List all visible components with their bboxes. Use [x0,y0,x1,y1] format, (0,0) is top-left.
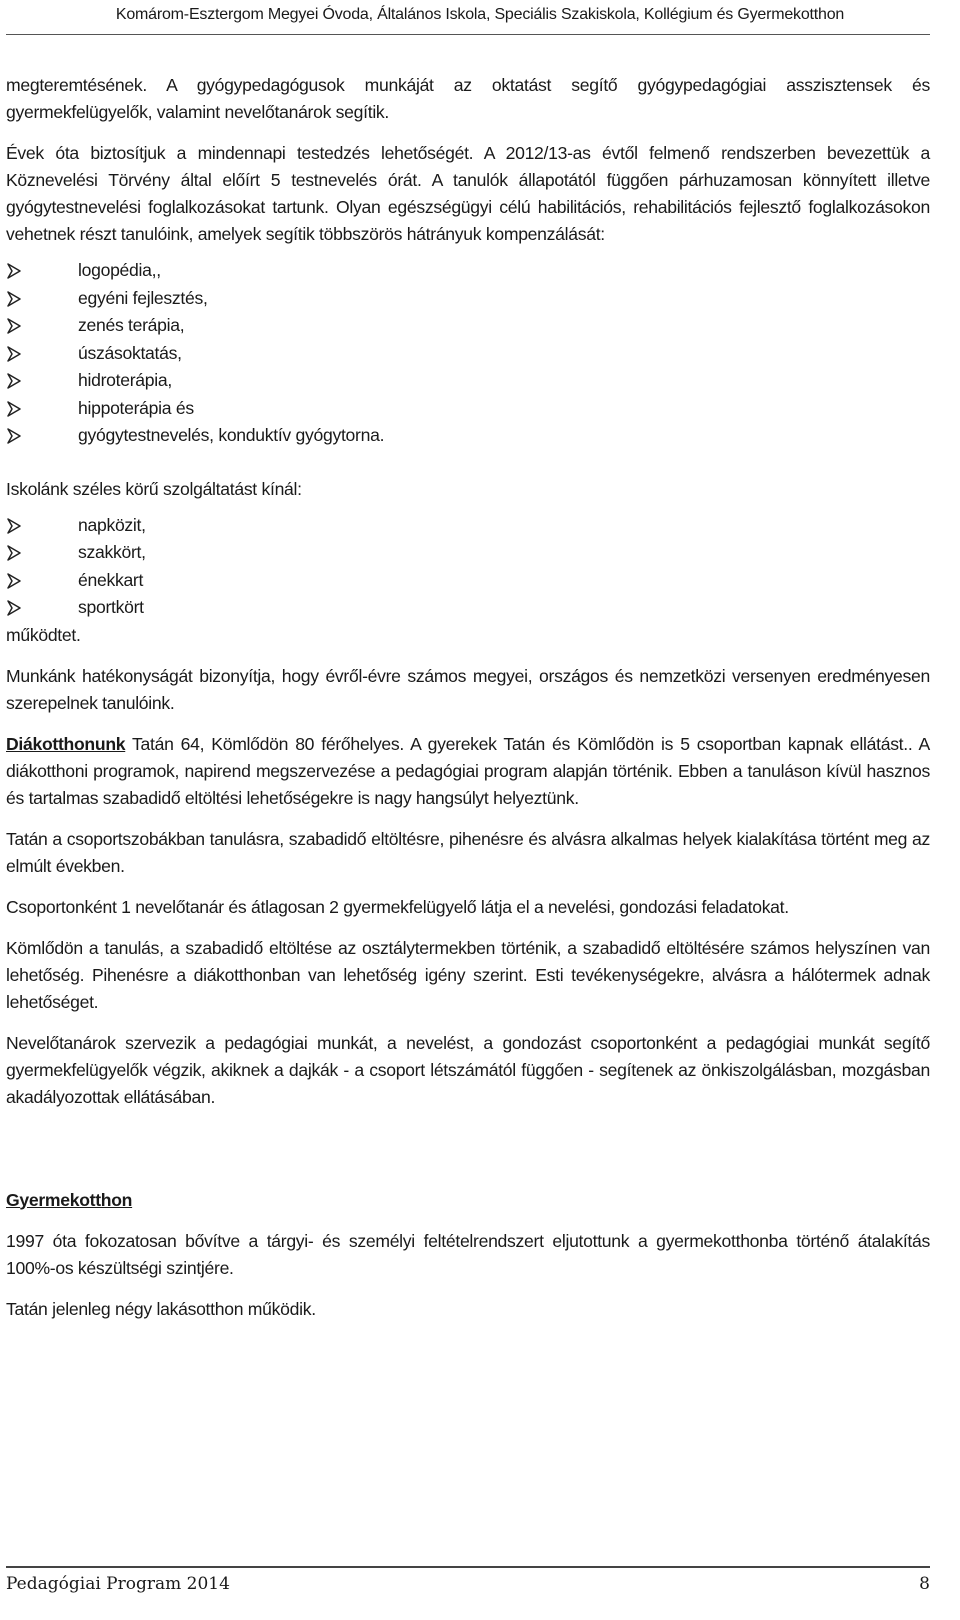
arrow-bullet-icon [6,428,22,444]
paragraph: Iskolánk széles körű szolgáltatást kínál: [6,478,302,499]
paragraph: Nevelőtanárok szervezik a pedagógiai munkát, a nevelést, a gondozást csoportonként a pedagógiai munkát segítő gyermekfelügyelők végzik, akiknek a dajkák - a csoport létszámától függően - segítenek az önkiszolgálásban, mozgásban akadályozottak ellátásában. [6,1032,930,1107]
list-item-text: szakkört, [78,542,146,562]
document-body [6,72,930,1323]
paragraph: Csoportonként 1 nevelőtanár és átlagosan 2 gyermekfelügyelő látja el a nevelési, gondozási feladatokat. [6,896,789,917]
list-item [6,594,930,622]
paragraph [6,731,930,812]
arrow-bullet-icon [6,401,22,417]
arrow-bullet-icon [6,518,22,534]
header-divider [6,34,930,35]
therapy-list [6,257,930,450]
header-title: Komárom-Esztergom Megyei Óvoda, Általános Iskola, Speciális Szakiskola, Kollégium és Gyermekotthon [115,6,845,23]
arrow-bullet-icon [6,373,22,389]
page-header [0,0,960,34]
list-item [6,367,930,395]
list-item [6,395,930,423]
paragraph: Évek óta biztosítjuk a mindennapi testedzés lehetőségét. A 2012/13-as évtől felmenő rendszerben bevezettük a Köznevelési Törvény által előírt 5 testnevelés órát. A tanulók állapotától függően párhuzamosan könnyített illetve gyógytestnevelési foglalkozásokat tartunk. Olyan egészségügyi célú habilitációs, rehabilitációs fejlesztő foglalkozásokon vehetnek részt tanulóink, amelyek segítik többszörös hátrányuk kompenzálását: [6,143,930,244]
arrow-bullet-icon [6,263,22,279]
list-item-text: hippoterápia és [78,397,194,418]
list-item-text: úszásoktatás, [78,342,182,363]
list-item-text: sportkört [78,597,144,617]
arrow-bullet-icon [6,291,22,307]
page-footer [6,1574,930,1606]
list-item-text: zenés terápia, [78,315,185,335]
list-item [6,422,930,450]
arrow-bullet-icon [6,600,22,616]
footer-title: Pedagógiai Program 2014 [6,1574,230,1594]
dormitory-term: Diákotthonunk [6,733,126,754]
list-item [6,340,930,368]
list-item-text: egyéni fejlesztés, [78,287,208,308]
footer-divider [6,1566,930,1568]
page-number: 8 [919,1574,930,1594]
paragraph: 1997 óta fokozatosan bővítve a tárgyi- és személyi feltételrendszert eljutottunk a gyermekotthonba történő átalakítás 100%-os készültségi szintjére. [6,1230,930,1278]
list-item [6,539,930,567]
arrow-bullet-icon [6,318,22,334]
list-item-text: logopédia,, [78,260,161,280]
paragraph-text: Tatán 64, Kömlődön 80 férőhelyes. A gyerekek Tatán és Kömlődön is 5 csoportban kapnak ellátást.. A diákotthoni programok, napirend megszervezése a pedagógiai program alapján történik. Ebben a tanuláson kívül hasznos és tartalmas szabadidő eltöltési lehetőségekre is nagy hangsúlyt helyeztünk. [6,733,930,808]
list-item [6,257,930,285]
list-item-text: gyógytestnevelés, konduktív gyógytorna. [78,425,385,445]
list-item-text: énekkart [78,569,144,590]
list-item [6,512,930,540]
services-list [6,512,930,622]
list-item [6,312,930,340]
paragraph: Tatán a csoportszobákban tanulásra, szabadidő eltöltésre, pihenésre és alvásra alkalmas helyek kialakítása történt meg az elmúlt években. [6,828,930,876]
arrow-bullet-icon [6,346,22,362]
section-heading: Gyermekotthon [6,1189,133,1210]
paragraph: megteremtésének. A gyógypedagógusok munkáját az oktatást segítő gyógypedagógiai asszisztensek és gyermekfelügyelők, valamint nevelőtanárok segítik. [6,75,930,122]
list-item [6,567,930,595]
list-item [6,285,930,313]
list-item-text: napközit, [78,514,146,535]
paragraph: Munkánk hatékonyságát bizonyítja, hogy évről-évre számos megyei, országos és nemzetközi versenyen eredményesen szerepelnek tanulóink. [6,665,930,713]
list-item-text: hidroterápia, [78,370,172,390]
paragraph: Tatán jelenleg négy lakásotthon működik. [6,1298,316,1319]
arrow-bullet-icon [6,573,22,589]
paragraph: Kömlődön a tanulás, a szabadidő eltöltése az osztálytermekben történik, a szabadidő eltöltésére számos helyszínen van lehetőség. Pihenésre a diákotthonban van lehetőség igény szerint. Esti tevékenységekre, alvásra a hálótermek adnak lehetőséget. [6,937,930,1012]
paragraph: működtet. [6,624,81,645]
arrow-bullet-icon [6,545,22,561]
